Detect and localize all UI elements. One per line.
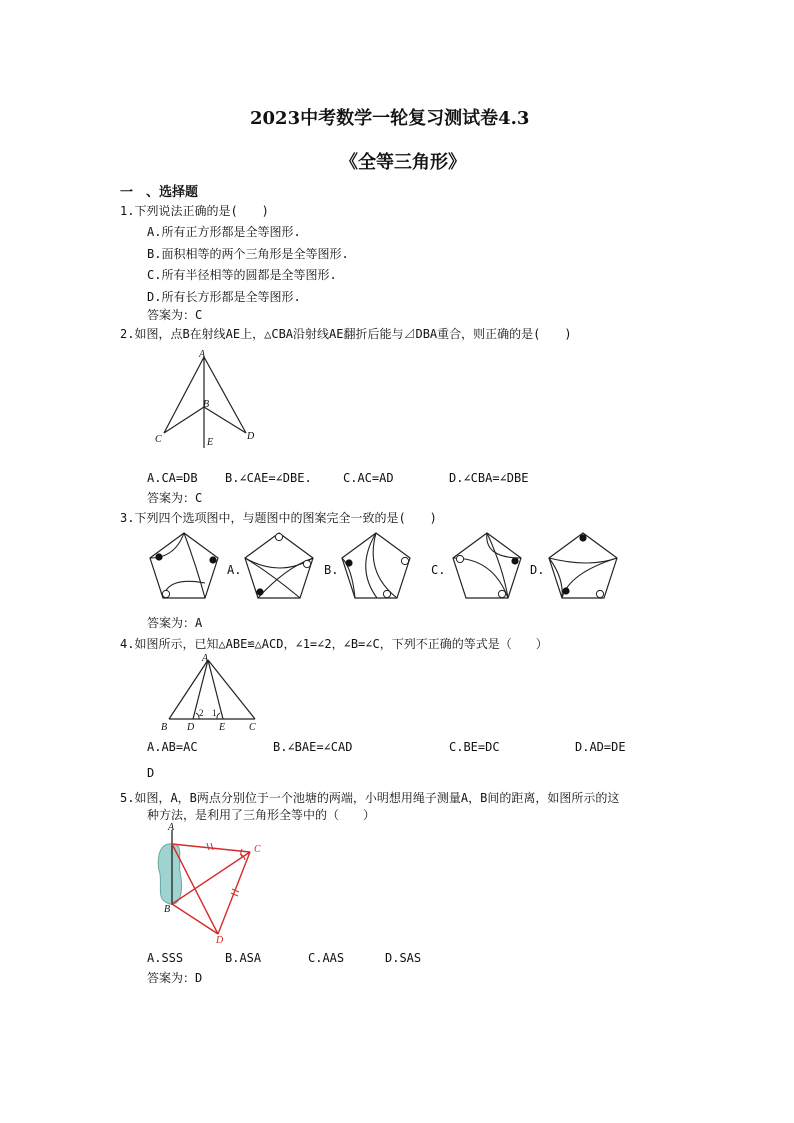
q5-label-d: D <box>216 935 224 946</box>
q4-label-angle-1: 1 <box>212 708 217 718</box>
q4-label-c: C <box>249 722 256 733</box>
question-1-option-c: C.所有半径相等的圆都是全等图形. <box>147 268 337 282</box>
question-1-option-d: D.所有长方形都是全等图形. <box>147 290 301 304</box>
q4-label-angle-2: 2 <box>199 708 204 718</box>
question-5-option-c: C.AAS <box>308 951 345 965</box>
q5-label-c: C <box>254 844 261 855</box>
question-3-label-b: B. <box>324 563 339 577</box>
question-1-stem: 1.下列说法正确的是( ) <box>120 204 269 218</box>
question-2-answer: 答案为：C <box>147 491 203 505</box>
question-3-label-c: C. <box>431 563 446 577</box>
question-2-option-b: B.∠CAE=∠DBE. <box>225 471 312 485</box>
q5-label-a: A <box>168 822 175 833</box>
q3-figure-stem <box>145 528 225 604</box>
q4-label-a: A <box>202 653 209 664</box>
question-4-option-d: D.AD=DE <box>575 740 626 754</box>
q4-label-d: D <box>187 722 195 733</box>
question-2-option-a: A.CA=DB <box>147 471 198 485</box>
q3-figure-option-a <box>240 528 320 604</box>
question-5-option-d: D.SAS <box>385 951 422 965</box>
question-4-figure <box>155 652 265 736</box>
q2-label-b: B <box>203 399 210 410</box>
question-5-option-a: A.SSS <box>147 951 184 965</box>
question-4-option-a: A.AB=AC <box>147 740 198 754</box>
q2-label-e: E <box>207 437 214 448</box>
question-4-option-c: C.BE=DC <box>449 740 500 754</box>
page-title: 2023中考数学一轮复习测试卷4.3 <box>250 108 530 129</box>
section-heading: 一 、选择题 <box>120 185 199 200</box>
question-1-option-b: B.面积相等的两个三角形是全等图形. <box>147 247 349 261</box>
question-2-stem: 2.如图，点B在射线AE上，△CBA沿射线AE翻折后能与⊿DBA重合，则正确的是( ) <box>120 327 572 341</box>
question-3-answer: 答案为：A <box>147 616 203 630</box>
question-5-figure <box>150 822 275 947</box>
question-5-answer: 答案为：D <box>147 971 203 985</box>
question-5-option-b: B.ASA <box>225 951 262 965</box>
question-2-figure <box>150 345 270 450</box>
question-2-option-d: D.∠CBA=∠DBE <box>449 471 529 485</box>
q3-figure-option-b <box>337 528 417 604</box>
question-3-stem: 3.下列四个选项图中，与题图中的图案完全一致的是( ) <box>120 511 437 525</box>
q3-figure-option-d <box>544 528 624 604</box>
q5-label-b: B <box>164 904 171 915</box>
question-4-stem: 4.如图所示，已知△ABE≌△ACD，∠1=∠2，∠B=∠C，下列不正确的等式是（ ） <box>120 637 548 651</box>
question-1-option-a: A.所有正方形都是全等图形. <box>147 225 301 239</box>
q2-label-d: D <box>247 431 255 442</box>
q4-label-b: B <box>161 722 168 733</box>
q2-label-a: A <box>199 349 206 360</box>
question-3-label-d: D. <box>530 563 545 577</box>
page-subtitle: 《全等三角形》 <box>340 152 466 173</box>
question-5-stem-line1: 5.如图，A，B两点分别位于一个池塘的两端，小明想用绳子测量A，B间的距离，如图所示的这 <box>120 791 620 805</box>
question-4-answer: D <box>147 766 155 780</box>
q3-figure-option-c <box>448 528 528 604</box>
q4-label-e: E <box>219 722 226 733</box>
question-2-option-c: C.AC=AD <box>343 471 394 485</box>
question-3-label-a: A. <box>227 563 242 577</box>
question-5-stem-line2: 种方法，是利用了三角形全等中的（ ） <box>147 808 376 822</box>
question-4-option-b: B.∠BAE=∠CAD <box>273 740 353 754</box>
q2-label-c: C <box>155 434 162 445</box>
question-1-answer: 答案为：C <box>147 308 203 322</box>
